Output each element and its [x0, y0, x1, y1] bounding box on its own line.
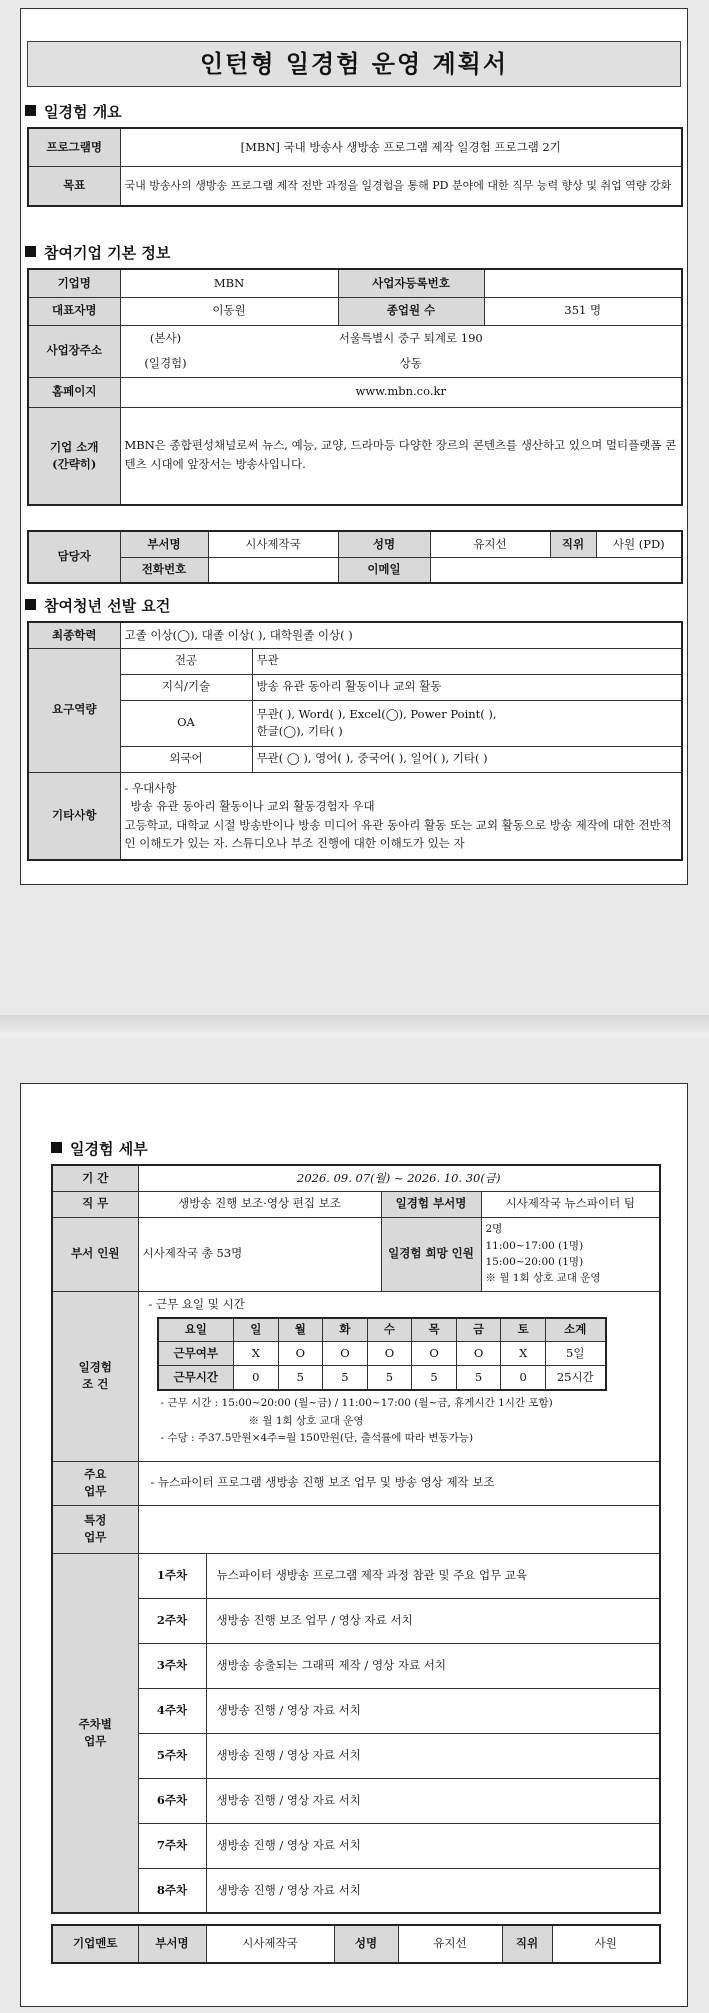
ceo-label: 대표자명	[28, 297, 120, 325]
section-heading-overview: 일경험 개요	[25, 101, 122, 122]
week-task: 뉴스파이터 생방송 프로그램 제작 과정 참관 및 주요 업무 교육	[206, 1553, 660, 1598]
contact-name-value: 유지선	[430, 531, 550, 557]
schedule-cell: 25시간	[546, 1366, 606, 1390]
company-table	[27, 268, 683, 506]
skill-label: 지식/기술	[120, 674, 252, 700]
week-label: 1주차	[138, 1553, 206, 1598]
schedule-cell: 5	[323, 1366, 368, 1390]
mentor-name-label: 성명	[334, 1925, 398, 1963]
schedule-cell: X	[501, 1342, 546, 1366]
schedule-cell: 0	[501, 1366, 546, 1390]
address-cell	[120, 325, 682, 377]
address-hq-value: 서울특별시 중구 퇴계로 190	[338, 330, 483, 345]
employee-count-label: 종업원 수	[338, 297, 484, 325]
goal-value: 국내 방송사의 생방송 프로그램 제작 전반 과정을 일경험을 통해 PD 분야에 대한 직무 능력 향상 및 취업 역량 강화	[120, 166, 682, 206]
hope-line-3: 15:00~20:00 (1명)	[485, 1256, 584, 1268]
schedule-header: 수	[367, 1318, 412, 1342]
special-duty-value	[138, 1505, 660, 1553]
schedule-cell: X	[234, 1342, 279, 1366]
schedule-header: 금	[456, 1318, 501, 1342]
mentor-dept-label: 부서명	[138, 1925, 206, 1963]
contact-name-label: 성명	[338, 531, 430, 557]
address-work-value: 상동	[399, 355, 422, 370]
schedule-header: 화	[323, 1318, 368, 1342]
etc-line-3: 고등학교, 대학교 시절 방송반이나 방송 미디어 유관 동아리 활동 또는 교외 활동으로 방송 제작에 대한 전반적인 이해도가 있는 자. 스튜디오나 부조 진행에 대한 이해도가 있는 자	[124, 817, 672, 851]
week-label: 3주차	[138, 1643, 206, 1688]
week-label: 2주차	[138, 1598, 206, 1643]
program-label: 프로그램명	[28, 128, 120, 166]
company-name-value: MBN	[120, 269, 338, 297]
main-duty-label: 주요 업무	[52, 1461, 138, 1505]
weekly-duty-label: 주차별 업무	[52, 1553, 138, 1913]
details-table	[51, 1164, 661, 1914]
oa-label: OA	[120, 700, 252, 746]
hope-line-4: ※ 월 1회 상호 교대 운영	[485, 1272, 601, 1285]
homepage-label: 홈페이지	[28, 377, 120, 407]
square-bullet-icon	[51, 1142, 62, 1153]
schedule-cell: 5	[278, 1366, 323, 1390]
homepage-value: www.mbn.co.kr	[120, 377, 682, 407]
education-label: 최종학력	[28, 622, 120, 648]
section-heading-requirements: 참여청년 선발 요건	[25, 595, 170, 616]
mentor-position-value: 사원	[552, 1925, 660, 1963]
schedule-table	[157, 1317, 607, 1391]
schedule-cell: 5	[412, 1366, 457, 1390]
company-name-label: 기업명	[28, 269, 120, 297]
week-label: 5주차	[138, 1733, 206, 1778]
mentor-dept-value: 시사제작국	[206, 1925, 334, 1963]
section-heading-details: 일경험 세부	[51, 1138, 148, 1159]
address-hq-tag: (본사)	[149, 330, 182, 345]
week-task: 생방송 진행 / 영상 자료 서치	[206, 1778, 660, 1823]
etc-value	[120, 772, 682, 860]
schedule-header: 일	[234, 1318, 279, 1342]
schedule-cell: O	[323, 1342, 368, 1366]
contact-position-value: 사원 (PD)	[596, 531, 682, 557]
week-label: 8주차	[138, 1868, 206, 1913]
major-label: 전공	[120, 648, 252, 674]
week-label: 6주차	[138, 1778, 206, 1823]
program-value: [MBN] 국내 방송사 생방송 프로그램 제작 일경험 프로그램 2기	[120, 128, 682, 166]
schedule-header: 목	[412, 1318, 457, 1342]
schedule-cell: O	[456, 1342, 501, 1366]
etc-line-1: - 우대사항	[124, 780, 177, 795]
requirements-table	[27, 621, 683, 861]
work-dept-value: 시사제작국 뉴스파이터 팀	[481, 1191, 660, 1217]
contact-label: 담당자	[28, 531, 120, 583]
contact-email-label: 이메일	[338, 557, 430, 583]
document-page-1	[20, 8, 688, 885]
oa-line-1: 무관( ), Word( ), Excel(◯), Power Point( ),	[256, 706, 497, 721]
main-duty-value: - 뉴스파이터 프로그램 생방송 진행 보조 업무 및 방송 영상 제작 보조	[138, 1461, 660, 1505]
language-value: 무관( ◯ ), 영어( ), 중국어( ), 일어( ), 기타( )	[252, 746, 682, 772]
address-work-tag: (일경험)	[144, 355, 187, 370]
oa-line-2: 한글(◯), 기타( )	[256, 724, 343, 738]
reg-number-value	[484, 269, 682, 297]
hope-count-value	[481, 1217, 660, 1291]
week-task: 생방송 진행 보조 업무 / 영상 자료 서치	[206, 1598, 660, 1643]
contact-email-value	[430, 557, 682, 583]
week-task: 생방송 진행 / 영상 자료 서치	[206, 1823, 660, 1868]
condition-note-3: - 수당 : 주37.5만원×4주=월 150만원(단, 출석률에 따라 변동가능)	[160, 1432, 474, 1445]
schedule-cell: 5	[456, 1366, 501, 1390]
condition-note-2: ※ 월 1회 상호 교대 운영	[248, 1414, 364, 1427]
staff-count-label: 부서 인원	[52, 1217, 138, 1291]
work-dept-label: 일경험 부서명	[381, 1191, 481, 1217]
schedule-cell: 5	[367, 1366, 412, 1390]
staff-count-value: 시사제작국 총 53명	[138, 1217, 381, 1291]
square-bullet-icon	[25, 599, 36, 610]
schedule-cell: O	[412, 1342, 457, 1366]
reg-number-label: 사업자등록번호	[338, 269, 484, 297]
contact-position-label: 직위	[550, 531, 596, 557]
schedule-cell: O	[367, 1342, 412, 1366]
etc-label: 기타사항	[28, 772, 120, 860]
square-bullet-icon	[25, 105, 36, 116]
section-heading-company: 참여기업 기본 정보	[25, 242, 170, 263]
overview-table	[27, 127, 683, 207]
contact-phone-label: 전화번호	[120, 557, 208, 583]
week-task: 생방송 진행 / 영상 자료 서치	[206, 1868, 660, 1913]
mentor-label: 기업멘토	[52, 1925, 138, 1963]
goal-label: 목표	[28, 166, 120, 206]
schedule-cell: 0	[234, 1366, 279, 1390]
condition-cell	[138, 1291, 660, 1461]
square-bullet-icon	[25, 246, 36, 257]
document-title: 인턴형 일경험 운영 계획서	[27, 41, 681, 87]
period-value: 2026. 09. 07(월) ~ 2026. 10. 30(금)	[138, 1165, 660, 1191]
week-task: 생방송 진행 / 영상 자료 서치	[206, 1688, 660, 1733]
schedule-cell: 5일	[546, 1342, 606, 1366]
duty-label: 직 무	[52, 1191, 138, 1217]
schedule-header: 소계	[546, 1318, 606, 1342]
mentor-table	[51, 1924, 661, 1964]
schedule-cell: 근무여부	[158, 1342, 234, 1366]
etc-line-2: 방송 유관 동아리 활동이나 교외 활동경험자 우대	[130, 799, 375, 814]
mentor-position-label: 직위	[502, 1925, 552, 1963]
page-gap	[0, 1015, 709, 1037]
employee-count-value: 351 명	[484, 297, 682, 325]
contact-dept-label: 부서명	[120, 531, 208, 557]
hope-count-label: 일경험 희망 인원	[381, 1217, 481, 1291]
address-label: 사업장주소	[28, 325, 120, 377]
week-label: 7주차	[138, 1823, 206, 1868]
period-label: 기 간	[52, 1165, 138, 1191]
competency-label: 요구역량	[28, 648, 120, 772]
condition-label: 일경험 조 건	[52, 1291, 138, 1461]
schedule-header: 월	[278, 1318, 323, 1342]
mentor-name-value: 유지선	[398, 1925, 502, 1963]
schedule-header: 토	[501, 1318, 546, 1342]
company-intro-value: MBN은 종합편성채널로써 뉴스, 예능, 교양, 드라마등 다양한 장르의 콘텐츠를 생산하고 있으며 멀티플랫폼 콘텐츠 시대에 앞장서는 방송사입니다.	[120, 407, 682, 505]
week-label: 4주차	[138, 1688, 206, 1733]
education-value: 고졸 이상(◯), 대졸 이상( ), 대학원졸 이상( )	[120, 622, 682, 648]
company-intro-label: 기업 소개 (간략히)	[28, 407, 120, 505]
ceo-value: 이동원	[120, 297, 338, 325]
contact-phone-value	[208, 557, 338, 583]
week-task: 생방송 진행 / 영상 자료 서치	[206, 1733, 660, 1778]
condition-note-1: - 근무 시간 : 15:00~20:00 (월~금) / 11:00~17:00 (월~금, 휴게시간 1시간 포함)	[160, 1396, 553, 1409]
document-page-2	[20, 1083, 688, 2007]
oa-value	[252, 700, 682, 746]
major-value: 무관	[252, 648, 682, 674]
week-task: 생방송 송출되는 그래픽 제작 / 영상 자료 서치	[206, 1643, 660, 1688]
contact-table	[27, 530, 683, 584]
duty-value: 생방송 진행 보조·영상 편집 보조	[138, 1191, 381, 1217]
hope-line-1: 2명	[485, 1223, 503, 1236]
skill-value: 방송 유관 동아리 활동이나 교외 활동	[252, 674, 682, 700]
special-duty-label: 특정 업무	[52, 1505, 138, 1553]
schedule-cell: 근무시간	[158, 1366, 234, 1390]
contact-dept-value: 시사제작국	[208, 531, 338, 557]
language-label: 외국어	[120, 746, 252, 772]
schedule-header: 요일	[158, 1318, 234, 1342]
condition-title: - 근무 요일 및 시간	[148, 1296, 245, 1311]
schedule-cell: O	[278, 1342, 323, 1366]
hope-line-2: 11:00~17:00 (1명)	[485, 1239, 584, 1252]
